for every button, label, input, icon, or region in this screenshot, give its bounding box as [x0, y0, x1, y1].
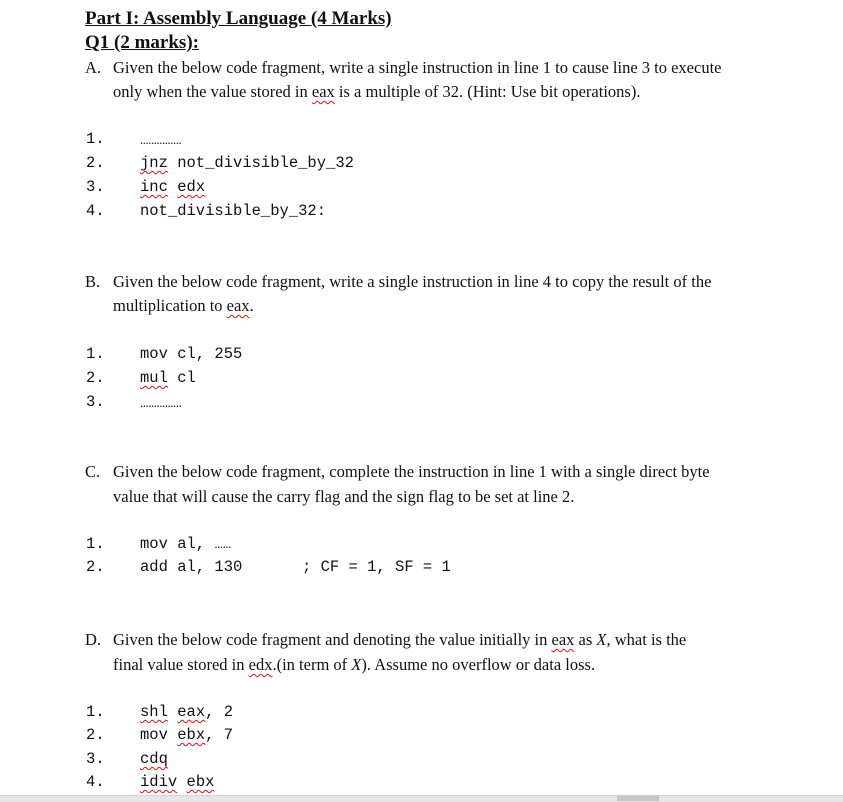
answer-blank: ...............	[140, 395, 182, 410]
question-b-letter: B.	[85, 272, 101, 291]
answer-blank: ......	[214, 536, 231, 551]
line-number: 1.	[86, 703, 105, 721]
line-number: 2.	[86, 726, 105, 744]
q1-title: Q1 (2 marks):	[85, 32, 199, 53]
scrollbar-thumb[interactable]	[617, 796, 659, 801]
line-number: 1.	[86, 130, 105, 148]
code-line: cdq	[140, 750, 168, 768]
line-number: 4.	[86, 202, 105, 220]
question-d-line1: Given the below code fragment and denoting the value initially in eax as X, what is the	[113, 630, 687, 649]
code-comment: ; CF = 1, SF = 1	[302, 558, 451, 576]
code-line: inc edx	[140, 178, 206, 196]
question-c-line1: Given the below code fragment, complete the instruction in line 1 with a single direct byte	[113, 462, 710, 481]
code-line: mov cl, 255	[140, 345, 243, 363]
line-number: 2.	[86, 369, 105, 387]
line-number: 2.	[86, 154, 105, 172]
code-line: idiv ebx	[140, 773, 215, 791]
line-number: 3.	[86, 178, 105, 196]
question-a-line1: Given the below code fragment, write a single instruction in line 1 to cause line 3 to execute	[113, 58, 722, 77]
part-title: Part I: Assembly Language (4 Marks)	[85, 8, 392, 29]
question-d-line2: final value stored in edx.(in term of X). Assume no overflow or data loss.	[113, 655, 596, 674]
code-line: shl eax, 2	[140, 703, 234, 721]
line-number: 3.	[86, 393, 105, 411]
question-a-line2: only when the value stored in eax is a multiple of 32. (Hint: Use bit operations).	[113, 82, 641, 101]
question-d-letter: D.	[85, 630, 102, 649]
line-number: 4.	[86, 773, 105, 791]
line-number: 1.	[86, 345, 105, 363]
spell-underline-eax: eax	[311, 82, 335, 101]
line-number: 2.	[86, 558, 105, 576]
question-c-letter: C.	[85, 462, 101, 481]
code-line: not_divisible_by_32:	[140, 202, 327, 220]
code-line: add al, 130	[140, 558, 243, 576]
question-b-line1: Given the below code fragment, write a single instruction in line 4 to copy the result of the	[113, 272, 712, 291]
answer-blank: ...............	[140, 132, 182, 147]
code-line: jnz not_divisible_by_32	[140, 154, 354, 172]
question-c-line2: value that will cause the carry flag and the sign flag to be set at line 2.	[113, 487, 575, 506]
code-line: mov ebx, 7	[140, 726, 234, 744]
code-line: mul cl	[140, 369, 196, 387]
question-a-letter: A.	[85, 58, 102, 77]
code-line: mov al, ......	[140, 535, 231, 553]
line-number: 3.	[86, 750, 105, 768]
line-number: 1.	[86, 535, 105, 553]
question-b-line2: multiplication to eax.	[113, 296, 254, 315]
